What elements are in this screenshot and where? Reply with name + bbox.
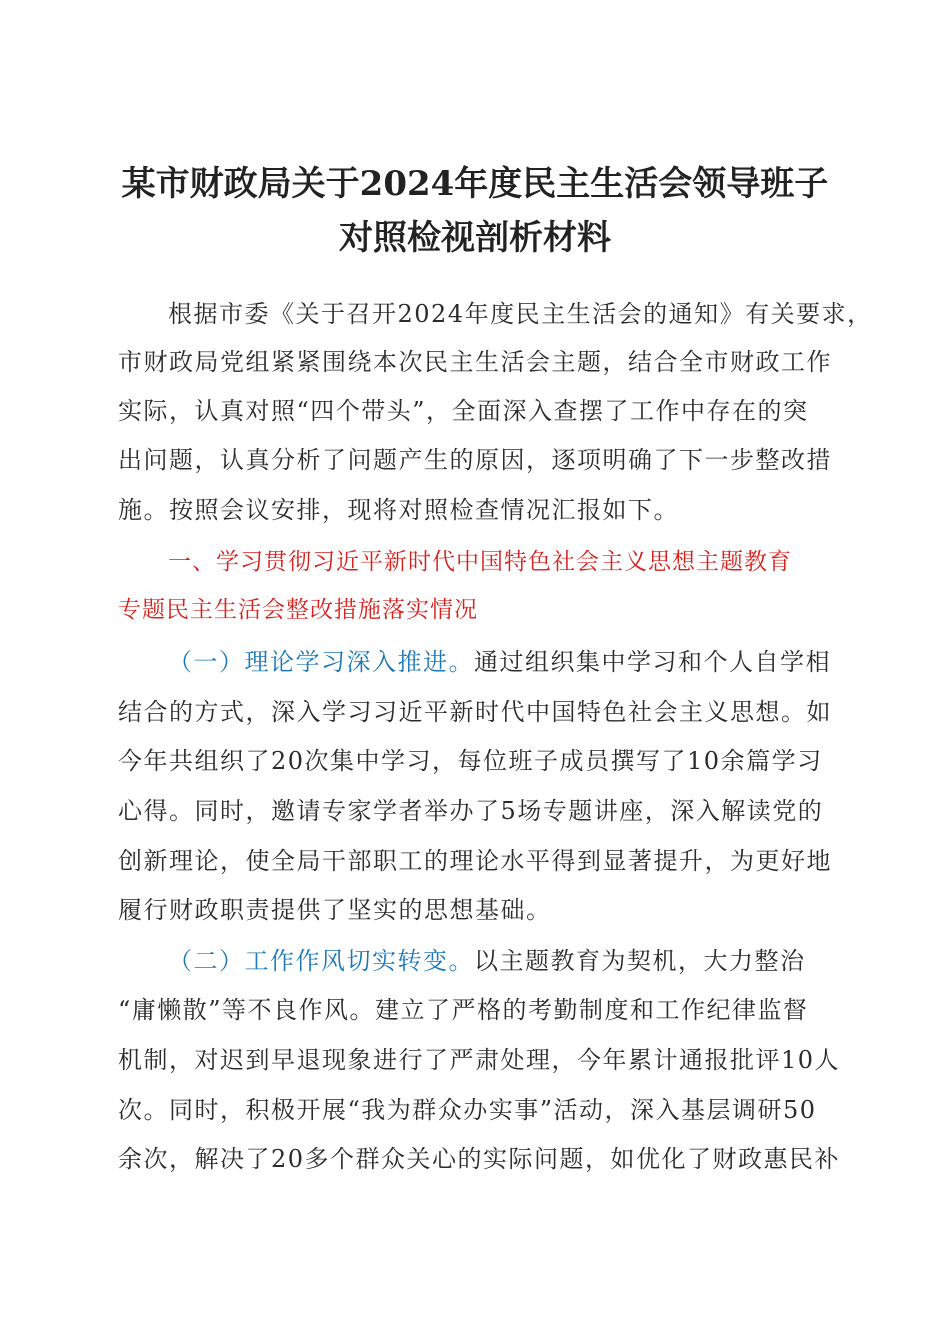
subsection-1-line-4: 心得。同时，邀请专家学者举办了5场专题讲座，深入解读党的: [118, 797, 824, 825]
intro-line-3: 实际，认真对照“四个带头”，全面深入查摆了工作中存在的突: [118, 397, 809, 425]
subsection-1-first-line-text: 通过组织集中学习和个人自学相: [474, 648, 831, 676]
document-title-line-2: 对照检视剖析材料: [339, 218, 611, 258]
section-heading-line-1: 一、学习贯彻习近平新时代中国特色社会主义思想主题教育: [168, 549, 792, 575]
subsection-1-line-6: 履行财政职责提供了坚实的思想基础。: [118, 896, 552, 924]
subsection-2-line-4: 次。同时，积极开展“我为群众办实事”活动，深入基层调研50: [118, 1096, 817, 1124]
intro-line-2: 市财政局党组紧紧围绕本次民主生活会主题，结合全市财政工作: [118, 348, 832, 376]
subsection-2-line-2: “庸懒散”等不良作风。建立了严格的考勤制度和工作纪律监督: [118, 996, 809, 1024]
document-title-line-1: 某市财政局关于2024年度民主生活会领导班子: [121, 164, 829, 204]
subsection-2-heading: （二）工作作风切实转变。: [168, 947, 474, 975]
subsection-1-line-2: 结合的方式，深入学习习近平新时代中国特色社会主义思想。如: [118, 698, 832, 726]
subsection-2-first-line: [168, 945, 806, 977]
subsection-2-line-3: 机制，对迟到早退现象进行了严肃处理，今年累计通报批评10人: [118, 1046, 841, 1074]
intro-line-5: 施。按照会议安排，现将对照检查情况汇报如下。: [118, 496, 679, 524]
subsection-2-first-line-text: 以主题教育为契机，大力整治: [474, 947, 806, 975]
subsection-1-first-line: [168, 646, 831, 678]
subsection-1-line-5: 创新理论，使全局干部职工的理论水平得到显著提升，为更好地: [118, 847, 832, 875]
subsection-2-line-5: 余次，解决了20多个群众关心的实际问题，如优化了财政惠民补: [118, 1145, 841, 1173]
intro-line-4: 出问题，认真分析了问题产生的原因，逐项明确了下一步整改措: [118, 446, 832, 474]
intro-line-1: 根据市委《关于召开2024年度民主生活会的通知》有关要求，: [168, 300, 873, 328]
subsection-1-heading: （一）理论学习深入推进。: [168, 648, 474, 676]
subsection-1-line-3: 今年共组织了20次集中学习，每位班子成员撰写了10余篇学习: [118, 747, 823, 775]
section-heading-line-2: 专题民主生活会整改措施落实情况: [118, 597, 478, 623]
